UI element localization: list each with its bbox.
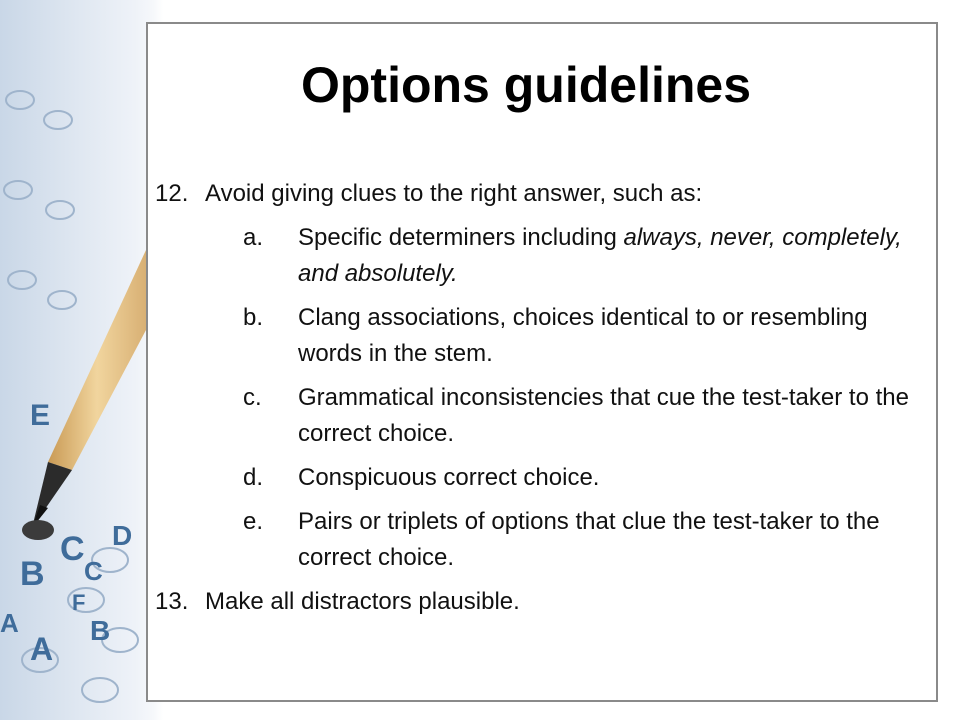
sub-item-text: Conspicuous correct choice. (298, 464, 600, 491)
bubble-letter: A (0, 608, 19, 638)
bubble-letter: C (60, 530, 85, 568)
list-item (155, 176, 915, 212)
sub-item-letter: a. (243, 224, 264, 251)
bubble-letter: A (30, 631, 54, 667)
filled-bubble (22, 520, 54, 540)
guidelines-list (155, 176, 915, 628)
sub-item-letter: e. (243, 508, 264, 535)
sub-item-text: Pairs or triplets of options that clue the test-taker to the correct choice. (298, 508, 880, 571)
item-text: Avoid giving clues to the right answer, such as: (205, 180, 703, 207)
sub-item-letter: d. (243, 464, 264, 491)
sub-item-italic: always, never, completely, and absolutely. (298, 224, 902, 287)
item-number: 13. (155, 588, 189, 615)
item-number: 12. (155, 180, 189, 207)
sub-item (243, 460, 915, 496)
bubble-letter: C (84, 556, 103, 586)
sub-item (243, 504, 915, 576)
sub-list (243, 220, 915, 576)
sub-item-letter: b. (243, 304, 264, 331)
sub-item-text: Grammatical inconsistencies that cue the test-taker to the correct choice. (298, 384, 909, 447)
bubble-letter: B (90, 615, 111, 646)
bubble-letter: B (20, 555, 45, 593)
pencil-answer-sheet-graphic (0, 0, 146, 720)
list-item (155, 584, 915, 620)
sub-item (243, 380, 915, 452)
bubble-letter: F (72, 590, 86, 615)
sub-item-text: Clang associations, choices identical to or resembling words in the stem. (298, 304, 868, 367)
page-title: Options guidelines (300, 57, 752, 113)
sub-item-text (298, 220, 915, 292)
bubble-letter: E (30, 399, 51, 432)
sub-item (243, 300, 915, 372)
sub-item (243, 220, 915, 292)
item-text: Make all distractors plausible. (205, 588, 520, 615)
bubble-letter: D (112, 520, 133, 551)
sub-item-prefix: Specific determiners including (298, 224, 624, 251)
pencil-icon (32, 250, 146, 528)
sub-item-letter: c. (243, 384, 262, 411)
